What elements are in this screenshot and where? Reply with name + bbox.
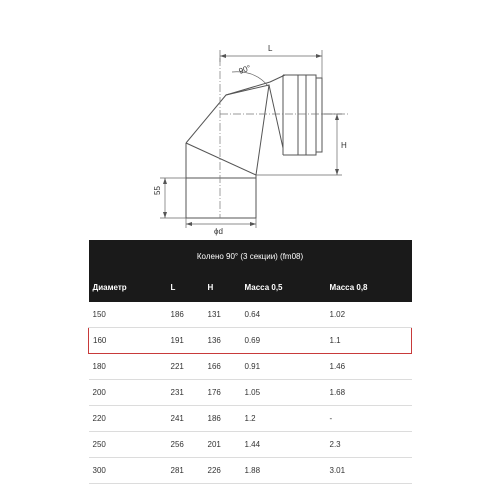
- cell-H: 186: [204, 406, 241, 432]
- cell-H: 166: [204, 354, 241, 380]
- table-title-row: [89, 240, 412, 272]
- cell-mass-08: 2.3: [326, 432, 412, 458]
- dim-d-label: ϕd: [214, 227, 223, 236]
- cell-L: 281: [167, 458, 204, 484]
- dim-H-label: H: [341, 141, 347, 150]
- header-mass-08: Масса 0,8: [326, 272, 412, 302]
- cell-H: 176: [204, 380, 241, 406]
- cell-diameter: 160: [89, 328, 167, 354]
- cell-mass-05: 0.64: [241, 302, 326, 328]
- cell-H: 201: [204, 432, 241, 458]
- cell-H: 136: [204, 328, 241, 354]
- cell-mass-08: 1.1: [326, 328, 412, 354]
- elbow-middle-segment: [186, 85, 269, 175]
- dim-angle-label: 90°: [237, 63, 253, 76]
- cell-mass-08: 3.01: [326, 458, 412, 484]
- cell-L: 186: [167, 302, 204, 328]
- elbow-top-segment: [226, 75, 285, 95]
- cell-L: 241: [167, 406, 204, 432]
- table-row: [89, 302, 412, 328]
- elbow-technical-drawing: [0, 0, 500, 240]
- cell-mass-08: -: [326, 406, 412, 432]
- cell-diameter: 180: [89, 354, 167, 380]
- header-diameter: Диаметр: [89, 272, 167, 302]
- table-row: [89, 432, 412, 458]
- cell-diameter: 150: [89, 302, 167, 328]
- cell-mass-05: 0.91: [241, 354, 326, 380]
- cell-mass-05: 1.88: [241, 458, 326, 484]
- cell-diameter: 300: [89, 458, 167, 484]
- cell-diameter: 250: [89, 432, 167, 458]
- elbow-socket: [283, 75, 316, 155]
- header-mass-05: Масса 0,5: [241, 272, 326, 302]
- cell-mass-05: 1.44: [241, 432, 326, 458]
- table-row: [89, 328, 412, 354]
- cell-diameter: 200: [89, 380, 167, 406]
- table-row: [89, 354, 412, 380]
- cell-L: 191: [167, 328, 204, 354]
- cell-mass-08: 1.68: [326, 380, 412, 406]
- dim-55-label: 55: [153, 186, 162, 195]
- cell-diameter: 220: [89, 406, 167, 432]
- table-header-row: [89, 272, 412, 302]
- header-H: H: [204, 272, 241, 302]
- cell-H: 131: [204, 302, 241, 328]
- cell-L: 231: [167, 380, 204, 406]
- cell-H: 226: [204, 458, 241, 484]
- cell-L: 221: [167, 354, 204, 380]
- elbow-bottom-segment: [186, 143, 256, 218]
- cell-mass-08: 1.02: [326, 302, 412, 328]
- table-row: [89, 458, 412, 484]
- cell-mass-05: 1.05: [241, 380, 326, 406]
- cell-mass-08: 1.46: [326, 354, 412, 380]
- table-row: [89, 380, 412, 406]
- cell-mass-05: 0.69: [241, 328, 326, 354]
- cell-mass-05: 1.2: [241, 406, 326, 432]
- spec-table: [88, 240, 412, 484]
- dim-L-label: L: [268, 44, 273, 53]
- table-row: [89, 406, 412, 432]
- header-L: L: [167, 272, 204, 302]
- table-title: Колено 90° (3 секции) (fm08): [89, 240, 412, 272]
- cell-L: 256: [167, 432, 204, 458]
